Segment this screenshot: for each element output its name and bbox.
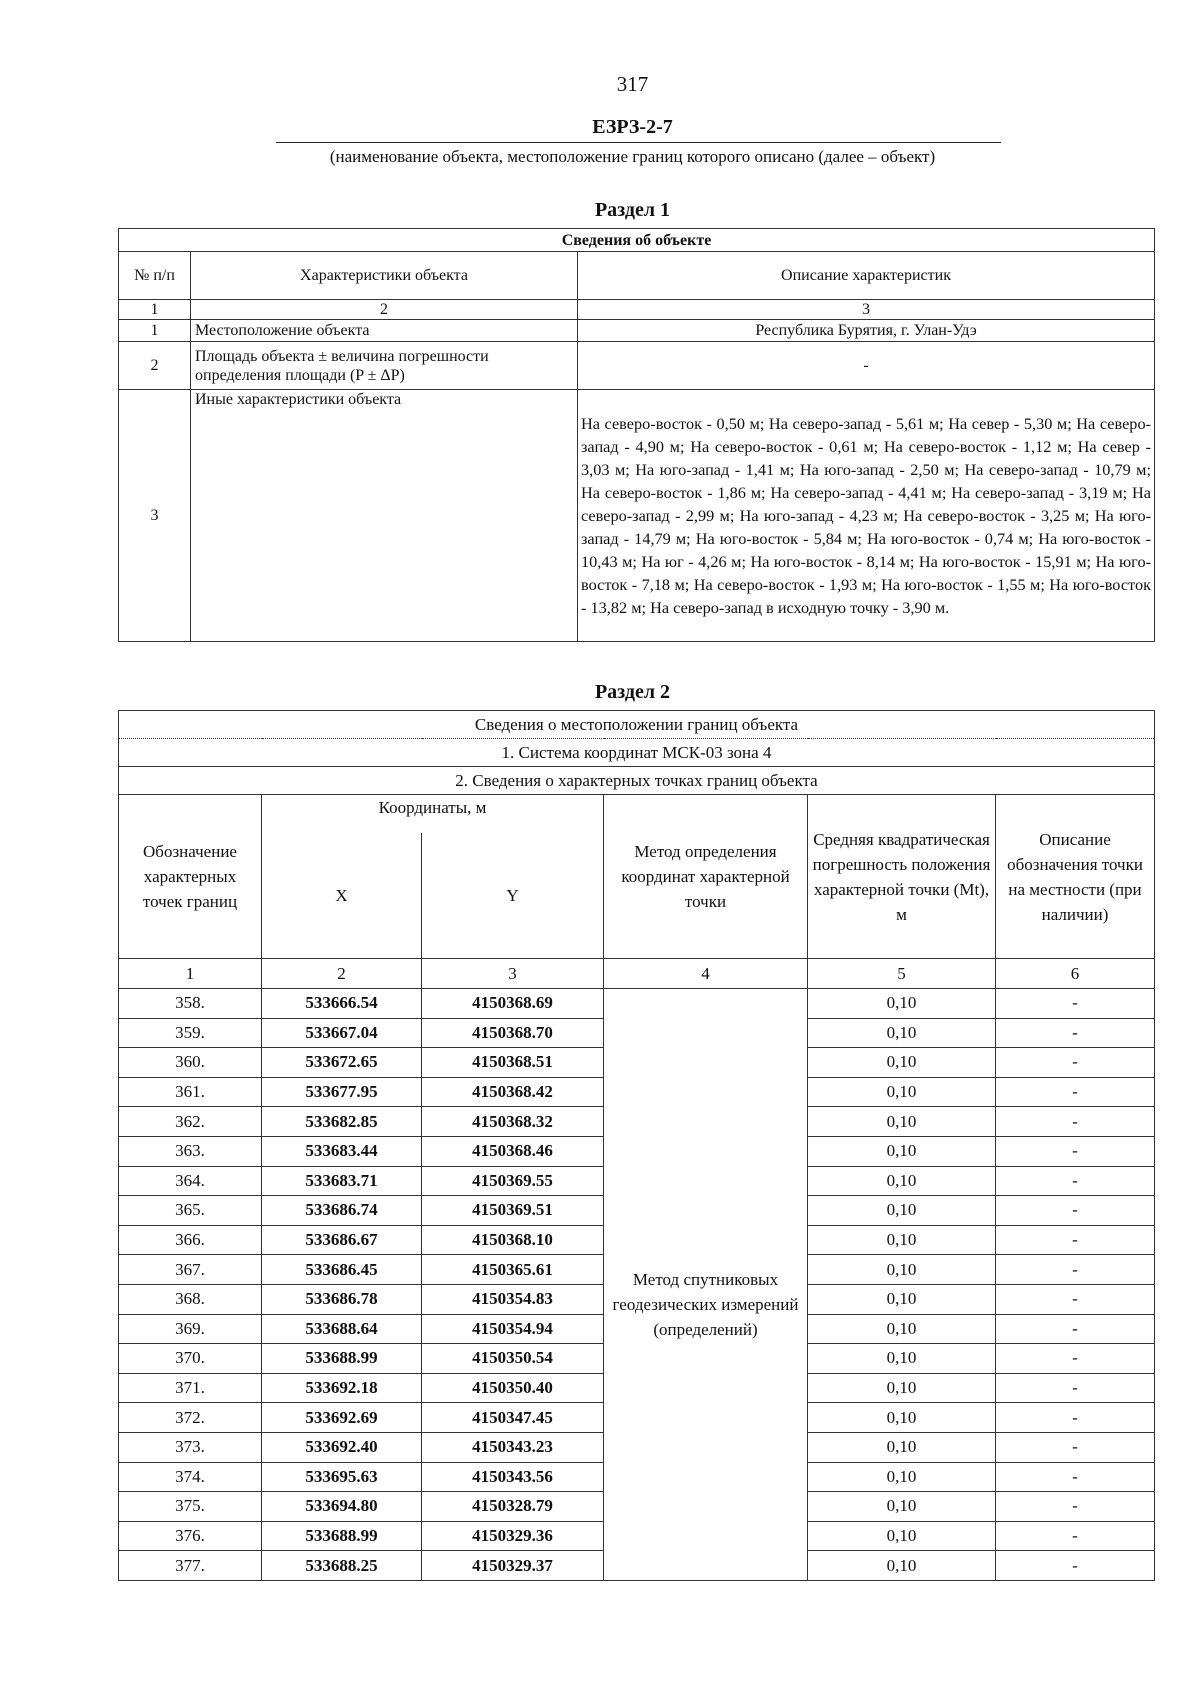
point-designation: 364. <box>119 1166 262 1196</box>
coordinate-y: 4150350.40 <box>422 1373 604 1403</box>
col-number-6: 6 <box>996 959 1155 989</box>
coordinate-x: 533692.18 <box>262 1373 422 1403</box>
mean-error: 0,10 <box>808 1077 996 1107</box>
coordinate-y: 4150369.55 <box>422 1166 604 1196</box>
table-row <box>119 320 1155 342</box>
point-designation: 358. <box>119 989 262 1019</box>
header-y: Y <box>422 833 604 959</box>
point-description: - <box>996 1107 1155 1137</box>
mean-error: 0,10 <box>808 1107 996 1137</box>
col-number-2: 2 <box>262 959 422 989</box>
header-mean-error: Средняя квадратическая погрешность положения характерной точки (Mt), м <box>808 795 996 959</box>
point-designation: 368. <box>119 1284 262 1314</box>
object-info-table-title: Сведения об объекте <box>119 229 1155 252</box>
mean-error: 0,10 <box>808 1166 996 1196</box>
coordinate-y: 4150347.45 <box>422 1403 604 1433</box>
col-number-5: 5 <box>808 959 996 989</box>
mean-error: 0,10 <box>808 1551 996 1581</box>
point-designation: 376. <box>119 1521 262 1551</box>
mean-error: 0,10 <box>808 1314 996 1344</box>
coordinate-y: 4150368.51 <box>422 1048 604 1078</box>
point-designation: 372. <box>119 1403 262 1433</box>
row-number: 3 <box>119 390 191 642</box>
table-row <box>119 342 1155 390</box>
object-name-underline <box>276 142 1001 143</box>
characteristic-name: Местоположение объекта <box>191 320 578 342</box>
coordinate-y: 4150365.61 <box>422 1255 604 1285</box>
coordinate-x: 533666.54 <box>262 989 422 1019</box>
header-point-designation: Обозначение характерных точек границ <box>119 795 262 959</box>
mean-error: 0,10 <box>808 1225 996 1255</box>
method-cell: Метод спутниковых геодезических измерений (определений) <box>604 989 808 1581</box>
point-description: - <box>996 1403 1155 1433</box>
coordinate-y: 4150350.54 <box>422 1344 604 1374</box>
coordinate-x: 533686.78 <box>262 1284 422 1314</box>
point-description: - <box>996 1166 1155 1196</box>
boundary-table-title: Сведения о местоположении границ объекта <box>119 711 1155 739</box>
point-description: - <box>996 1255 1155 1285</box>
point-description: - <box>996 1373 1155 1403</box>
header-x: X <box>262 833 422 959</box>
coordinate-x: 533667.04 <box>262 1018 422 1048</box>
mean-error: 0,10 <box>808 1432 996 1462</box>
coordinate-y: 4150343.56 <box>422 1462 604 1492</box>
coordinate-y: 4150368.69 <box>422 989 604 1019</box>
point-description: - <box>996 1344 1155 1374</box>
coordinate-y: 4150329.37 <box>422 1551 604 1581</box>
point-designation: 362. <box>119 1107 262 1137</box>
point-description: - <box>996 1284 1155 1314</box>
point-designation: 363. <box>119 1136 262 1166</box>
point-description: - <box>996 989 1155 1019</box>
mean-error: 0,10 <box>808 1136 996 1166</box>
mean-error: 0,10 <box>808 989 996 1019</box>
object-info-table <box>118 228 1155 642</box>
point-designation: 374. <box>119 1462 262 1492</box>
header-row-number: № п/п <box>119 252 191 300</box>
mean-error: 0,10 <box>808 1018 996 1048</box>
point-description: - <box>996 1314 1155 1344</box>
coordinate-x: 533682.85 <box>262 1107 422 1137</box>
coordinate-y: 4150368.46 <box>422 1136 604 1166</box>
mean-error: 0,10 <box>808 1462 996 1492</box>
coordinate-x: 533686.67 <box>262 1225 422 1255</box>
coordinate-system: 1. Система координат МСК-03 зона 4 <box>119 739 1155 767</box>
point-designation: 375. <box>119 1492 262 1522</box>
mean-error: 0,10 <box>808 1048 996 1078</box>
coordinate-x: 533688.25 <box>262 1551 422 1581</box>
point-description: - <box>996 1196 1155 1226</box>
point-description: - <box>996 1136 1155 1166</box>
characteristic-value: На северо-восток - 0,50 м; На северо-запад - 5,61 м; На север - 5,30 м; На северо-запад - 4,90 м; На северо-восток - 0,61 м; На северо-восток - 1,12 м; На север - 3,03 м; На юго-запад - 1,41 м; На юго-запад - 2,50 м; На северо-запад - 10,79 м; На северо-восток - 1,86 м; На северо-запад - 4,41 м; На северо-запад - 3,19 м; На северо-запад - 2,99 м; На юго-запад - 4,23 м; На северо-восток - 3,25 м; На юго-запад - 14,79 м; На юго-восток - 5,84 м; На юго-восток - 0,74 м; На юго-восток - 10,43 м; На юг - 4,26 м; На юго-восток - 8,14 м; На юго-восток - 15,91 м; На юго-восток - 7,18 м; На северо-восток - 1,93 м; На юго-восток - 1,55 м; На юго-восток - 13,82 м; На северо-запад в исходную точку - 3,90 м. <box>578 390 1155 642</box>
point-designation: 361. <box>119 1077 262 1107</box>
header-description: Описание характеристик <box>578 252 1155 300</box>
point-description: - <box>996 1521 1155 1551</box>
coordinate-y: 4150354.83 <box>422 1284 604 1314</box>
coordinate-x: 533692.40 <box>262 1432 422 1462</box>
object-name: ЕЗРЗ-2-7 <box>592 116 673 138</box>
mean-error: 0,10 <box>808 1492 996 1522</box>
col-number-3: 3 <box>578 300 1155 320</box>
point-description: - <box>996 1225 1155 1255</box>
coordinate-x: 533695.63 <box>262 1462 422 1492</box>
coordinate-y: 4150368.42 <box>422 1077 604 1107</box>
point-designation: 371. <box>119 1373 262 1403</box>
coordinate-y: 4150328.79 <box>422 1492 604 1522</box>
section2-title: Раздел 2 <box>594 681 671 703</box>
point-designation: 373. <box>119 1432 262 1462</box>
col-number-3: 3 <box>422 959 604 989</box>
point-description: - <box>996 1492 1155 1522</box>
coordinate-x: 533688.64 <box>262 1314 422 1344</box>
point-description: - <box>996 1551 1155 1581</box>
coordinate-x: 533677.95 <box>262 1077 422 1107</box>
characteristic-name: Иные характеристики объекта <box>191 390 578 642</box>
point-designation: 359. <box>119 1018 262 1048</box>
mean-error: 0,10 <box>808 1255 996 1285</box>
row-number: 1 <box>119 320 191 342</box>
boundary-points-body <box>119 989 1155 1581</box>
point-description: - <box>996 1048 1155 1078</box>
mean-error: 0,10 <box>808 1344 996 1374</box>
point-description: - <box>996 1018 1155 1048</box>
header-point-description: Описание обозначения точки на местности (при наличии) <box>996 795 1155 959</box>
point-description: - <box>996 1077 1155 1107</box>
characteristic-value: Республика Бурятия, г. Улан-Удэ <box>578 320 1155 342</box>
header-coordinates: Координаты, м <box>262 795 604 833</box>
table-row <box>119 989 1155 1019</box>
coordinate-x: 533688.99 <box>262 1521 422 1551</box>
section1-title: Раздел 1 <box>594 199 671 221</box>
boundary-points-table <box>118 710 1155 1581</box>
mean-error: 0,10 <box>808 1403 996 1433</box>
point-designation: 365. <box>119 1196 262 1226</box>
point-designation: 367. <box>119 1255 262 1285</box>
coordinate-x: 533686.74 <box>262 1196 422 1226</box>
points-subtitle: 2. Сведения о характерных точках границ объекта <box>119 767 1155 795</box>
coordinate-x: 533688.99 <box>262 1344 422 1374</box>
point-description: - <box>996 1432 1155 1462</box>
coordinate-y: 4150343.23 <box>422 1432 604 1462</box>
coordinate-x: 533683.71 <box>262 1166 422 1196</box>
coordinate-y: 4150368.32 <box>422 1107 604 1137</box>
coordinate-y: 4150368.70 <box>422 1018 604 1048</box>
mean-error: 0,10 <box>808 1284 996 1314</box>
point-description: - <box>996 1462 1155 1492</box>
point-designation: 366. <box>119 1225 262 1255</box>
coordinate-x: 533683.44 <box>262 1136 422 1166</box>
header-method: Метод определения координат характерной точки <box>604 795 808 959</box>
col-number-4: 4 <box>604 959 808 989</box>
point-designation: 377. <box>119 1551 262 1581</box>
coordinate-y: 4150369.51 <box>422 1196 604 1226</box>
point-designation: 360. <box>119 1048 262 1078</box>
row-number: 2 <box>119 342 191 390</box>
table-row <box>119 390 1155 642</box>
coordinate-y: 4150329.36 <box>422 1521 604 1551</box>
coordinate-x: 533694.80 <box>262 1492 422 1522</box>
characteristic-value: - <box>578 342 1155 390</box>
coordinate-y: 4150354.94 <box>422 1314 604 1344</box>
coordinate-x: 533692.69 <box>262 1403 422 1433</box>
col-number-1: 1 <box>119 959 262 989</box>
page-number: 317 <box>616 72 649 96</box>
point-designation: 370. <box>119 1344 262 1374</box>
coordinate-x: 533672.65 <box>262 1048 422 1078</box>
coordinate-x: 533686.45 <box>262 1255 422 1285</box>
col-number-2: 2 <box>191 300 578 320</box>
point-designation: 369. <box>119 1314 262 1344</box>
characteristic-name: Площадь объекта ± величина погрешности определения площади (P ± ΔP) <box>191 342 578 390</box>
header-characteristic: Характеристики объекта <box>191 252 578 300</box>
mean-error: 0,10 <box>808 1196 996 1226</box>
mean-error: 0,10 <box>808 1521 996 1551</box>
mean-error: 0,10 <box>808 1373 996 1403</box>
object-caption: (наименование объекта, местоположение границ которого описано (далее – объект) <box>329 147 936 166</box>
coordinate-y: 4150368.10 <box>422 1225 604 1255</box>
col-number-1: 1 <box>119 300 191 320</box>
